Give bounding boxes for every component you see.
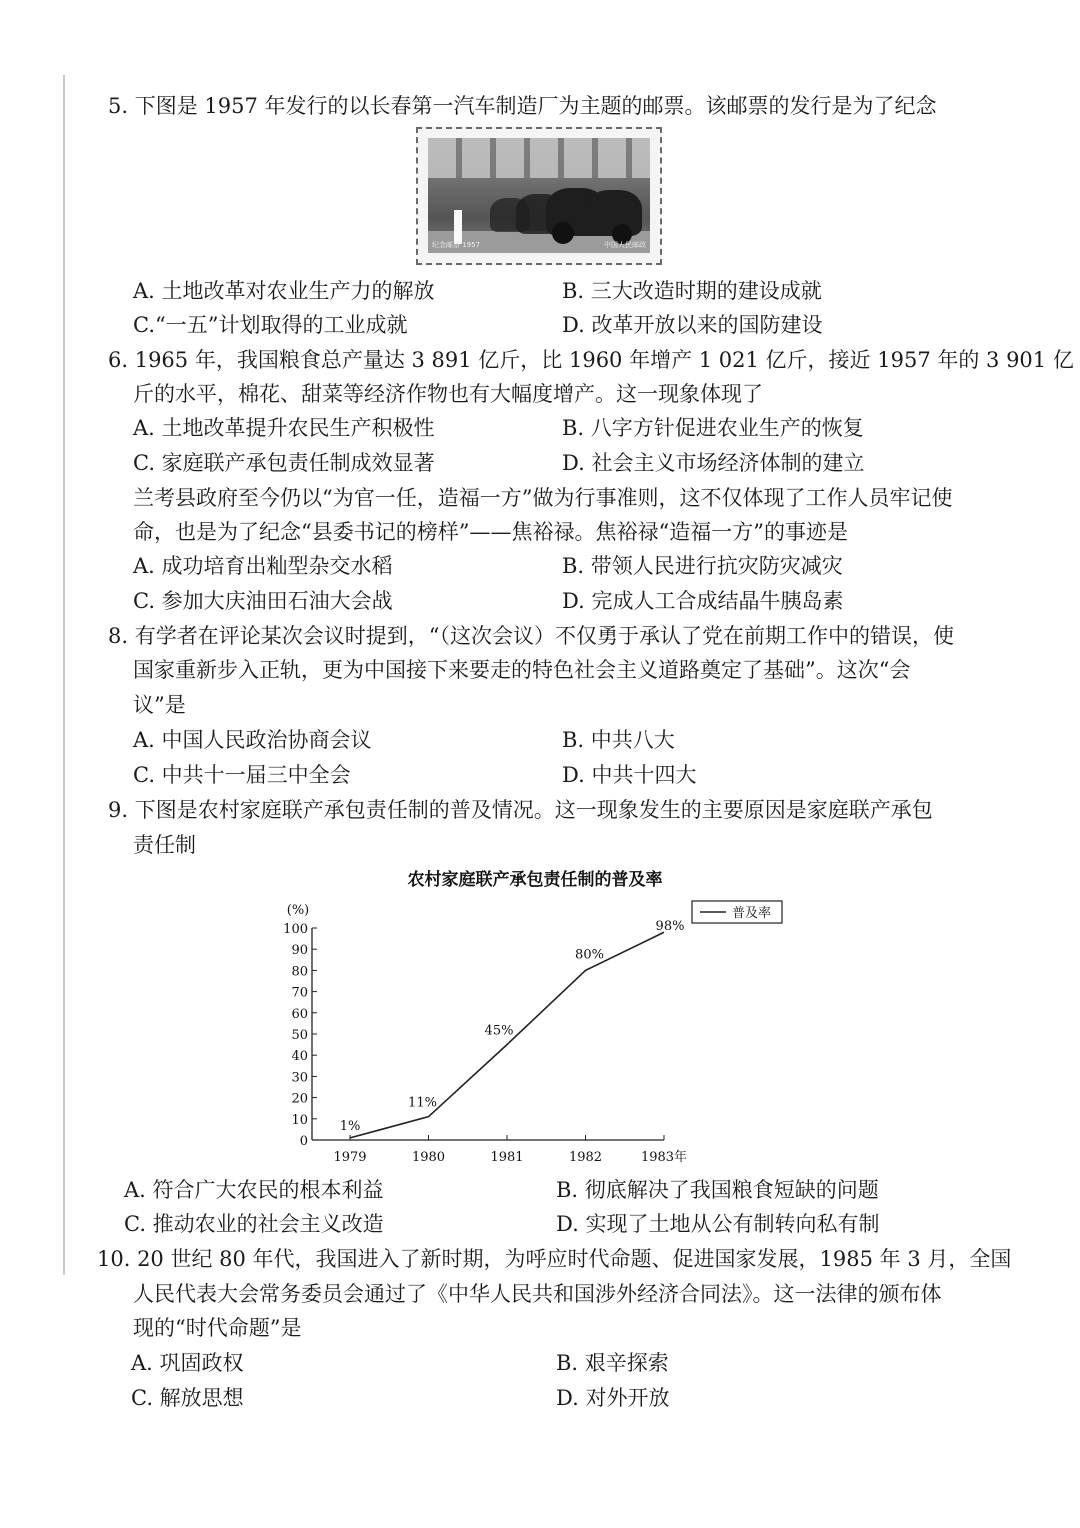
y-tick-label: 0 <box>299 1134 308 1149</box>
data-label: 98% <box>655 919 685 935</box>
data-labels <box>340 919 685 1134</box>
q8-stem-line1: 8. 有学者在评论某次会议时提到，“（这次会议）不仅勇于承认了党在前期工作中的错误，使 <box>108 624 954 648</box>
y-tick-label: 10 <box>291 1112 308 1128</box>
y-tick-label: 30 <box>291 1070 308 1086</box>
x-tick-label: 1980 <box>411 1150 446 1165</box>
chart-title: 农村家庭联产承包责任制的普及率 <box>407 870 663 890</box>
q7-stem-line1: 兰考县政府至今仍以“为官一任，造福一方”做为行事准则，这不仅体现了工作人员牢记使 <box>133 486 953 510</box>
q10-stem-line2: 人民代表大会常务委员会通过了《中华人民共和国涉外经济合同法》。这一法律的颁布体 <box>133 1282 942 1306</box>
q5-option-d: D. 改革开放以来的国防建设 <box>562 313 823 337</box>
y-tick-label: 70 <box>291 985 308 1001</box>
stamp-image <box>416 127 662 265</box>
y-tick-label: 40 <box>291 1049 308 1065</box>
q5-stem: 5. 下图是 1957 年发行的以长春第一汽车制造厂为主题的邮票。该邮票的发行是为了纪念 <box>108 94 937 118</box>
q10-option-c: C. 解放思想 <box>131 1386 244 1410</box>
q9-option-a: A. 符合广大农民的根本利益 <box>124 1178 384 1202</box>
q6-stem-line1: 6. 1965 年，我国粮食总产量达 3 891 亿斤，比 1960 年增产 1 021 亿斤，接近 1957 年的 3 901 亿 <box>108 348 1074 372</box>
q5-option-a: A. 土地改革对农业生产力的解放 <box>133 279 435 303</box>
q7-option-d: D. 完成人工合成结晶牛胰岛素 <box>562 589 844 613</box>
q7-option-a: A. 成功培育出籼型杂交水稻 <box>133 554 393 578</box>
q7-option-b: B. 带领人民进行抗灾防灾减灾 <box>562 554 843 578</box>
q10-stem-line3: 现的“时代命题”是 <box>133 1316 302 1340</box>
q9-option-c: C. 推动农业的社会主义改造 <box>124 1212 384 1236</box>
q8-option-d: D. 中共十四大 <box>562 763 697 787</box>
q6-option-b: B. 八字方针促进农业生产的恢复 <box>562 416 864 440</box>
q8-option-c: C. 中共十一届三中全会 <box>133 763 351 787</box>
q9-stem-line2: 责任制 <box>133 833 196 857</box>
q10-option-d: D. 对外开放 <box>556 1386 670 1410</box>
y-tick-label: 90 <box>291 943 308 959</box>
x-tick-label: 1982 <box>568 1150 603 1165</box>
x-tick-label: 1983年 <box>640 1150 688 1165</box>
q7-stem-line2: 命，也是为了纪念“县委书记的榜样”——焦裕禄。焦裕禄“造福一方”的事迹是 <box>133 520 848 544</box>
q6-option-d: D. 社会主义市场经济体制的建立 <box>562 451 865 475</box>
data-label: 11% <box>408 1095 437 1111</box>
y-tick-label: 100 <box>283 922 308 937</box>
popularization-rate-chart <box>0 860 1080 1170</box>
y-axis-label: (%) <box>286 903 310 918</box>
q10-option-a: A. 巩固政权 <box>131 1351 244 1375</box>
data-label: 1% <box>339 1118 361 1134</box>
q8-option-b: B. 中共八大 <box>562 728 675 752</box>
y-tick-label: 20 <box>291 1091 308 1107</box>
q9-stem-line1: 9. 下图是农村家庭联产承包责任制的普及情况。这一现象发生的主要原因是家庭联产承包 <box>108 798 933 822</box>
legend <box>692 901 782 923</box>
y-tick-label: 60 <box>291 1006 308 1022</box>
stamp-right-text: 中国人民邮政 <box>604 241 646 249</box>
y-tick-label: 80 <box>291 964 308 980</box>
data-label: 80% <box>575 947 604 963</box>
q8-stem-line3: 议”是 <box>133 693 186 717</box>
q5-option-b: B. 三大改造时期的建设成就 <box>562 279 822 303</box>
q5-option-c: C.“一五”计划取得的工业成就 <box>133 313 408 337</box>
y-tick-label: 50 <box>291 1028 308 1043</box>
x-tick-label: 1981 <box>490 1150 524 1165</box>
x-tick-label: 1979 <box>333 1150 367 1165</box>
data-label: 45% <box>484 1023 514 1039</box>
q10-option-b: B. 艰辛探索 <box>556 1351 669 1375</box>
stamp-left-text: 纪念邮票 1957 <box>432 241 481 249</box>
q10-stem-line1: 10. 20 世纪 80 年代，我国进入了新时期，为呼应时代命题、促进国家发展，1985 年 3 月，全国 <box>97 1247 1012 1271</box>
q9-option-d: D. 实现了土地从公有制转向私有制 <box>556 1212 880 1236</box>
q6-option-c: C. 家庭联产承包责任制成效显著 <box>133 451 435 475</box>
q9-option-b: B. 彻底解决了我国粮食短缺的问题 <box>556 1178 879 1202</box>
q6-option-a: A. 土地改革提升农民生产积极性 <box>133 416 435 440</box>
q6-stem-line2: 斤的水平，棉花、甜菜等经济作物也有大幅度增产。这一现象体现了 <box>133 382 763 406</box>
q7-option-c: C. 参加大庆油田石油大会战 <box>133 589 393 613</box>
q8-stem-line2: 国家重新步入正轨，更为中国接下来要走的特色社会主义道路奠定了基础”。这次“会 <box>133 658 911 682</box>
legend-label: 普及率 <box>732 906 772 921</box>
q8-option-a: A. 中国人民政治协商会议 <box>133 728 372 752</box>
